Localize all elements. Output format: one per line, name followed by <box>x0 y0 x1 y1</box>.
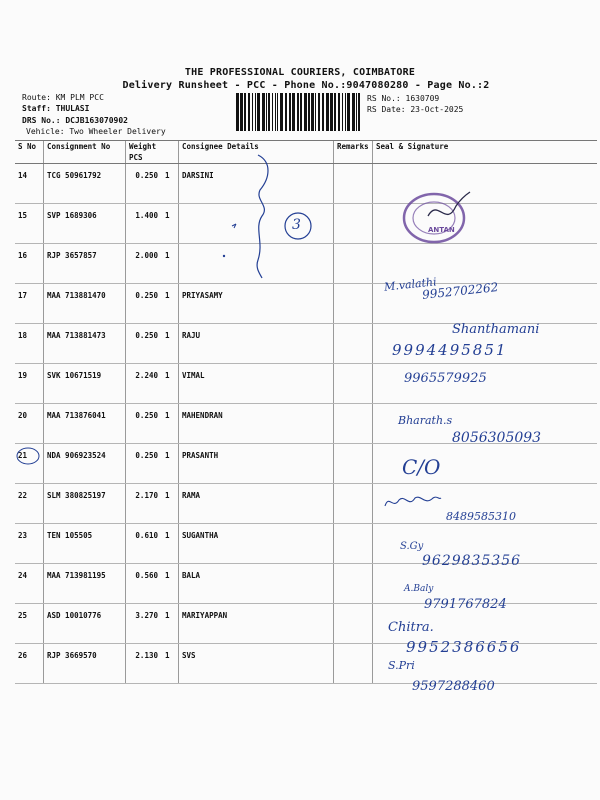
cell-consignment: ASD 10010776 <box>44 604 126 644</box>
cell-weight: 0.250 <box>126 324 163 364</box>
cell-consignment: SVP 1689306 <box>44 204 126 244</box>
cell-remarks <box>334 324 373 364</box>
cell-weight: 0.250 <box>126 404 163 444</box>
cell-weight: 2.130 <box>126 644 163 684</box>
cell-sno: 15 <box>15 204 44 244</box>
col-consignment: Consignment No <box>44 141 126 164</box>
cell-weight: 1.400 <box>126 204 163 244</box>
row26-sign-name: S.Pri <box>388 659 415 672</box>
cell-pcs: 1 <box>162 244 179 284</box>
table-row <box>15 564 597 604</box>
row25-sign-phone: 9952386656 <box>406 638 522 656</box>
bracket-note: 3 <box>292 217 301 233</box>
cell-remarks <box>334 164 373 204</box>
cell-weight: 0.250 <box>126 164 163 204</box>
svg-text:ANTAN: ANTAN <box>428 226 455 234</box>
cell-consignee: PRIYASAMY <box>179 284 334 324</box>
cell-consignment: NDA 906923524 <box>44 444 126 484</box>
row26-sign-phone: 9597288460 <box>412 679 495 694</box>
row17-sign-phone: 9952702262 <box>421 280 499 302</box>
cell-consignee: PRASANTH <box>179 444 334 484</box>
cell-consignee: SVS <box>179 644 334 684</box>
cell-weight: 0.250 <box>126 444 163 484</box>
cell-consignee: RAJU <box>179 324 334 364</box>
delivery-table <box>15 140 597 684</box>
cell-weight: 3.270 <box>126 604 163 644</box>
cell-sno: 23 <box>15 524 44 564</box>
cell-pcs: 1 <box>162 404 179 444</box>
cell-remarks <box>334 404 373 444</box>
col-sno: S No <box>15 141 44 164</box>
cell-remarks <box>334 604 373 644</box>
table-header <box>15 141 597 164</box>
row24-sign-phone: 9791767824 <box>424 597 507 612</box>
cell-sno: 20 <box>15 404 44 444</box>
col-consignee: Consignee Details <box>179 141 334 164</box>
table-row <box>15 444 597 484</box>
table-row <box>15 164 597 204</box>
cell-consignee: DARSINI <box>179 164 334 204</box>
cell-pcs: 1 <box>162 324 179 364</box>
cell-sno: 14 <box>15 164 44 204</box>
cell-consignee: MARIYAPPAN <box>179 604 334 644</box>
company-title: THE PROFESSIONAL COURIERS, COIMBATORE <box>184 67 416 78</box>
cell-weight: 0.610 <box>126 524 163 564</box>
row18-sign-name: Shanthamani <box>452 322 540 337</box>
cell-remarks <box>334 284 373 324</box>
col-remarks: Remarks <box>334 141 373 164</box>
col-signature: Seal & Signature <box>373 141 598 164</box>
cell-consignment: MAA 713881473 <box>44 324 126 364</box>
cell-sno: 19 <box>15 364 44 404</box>
cell-consignee: SUGANTHA <box>179 524 334 564</box>
stamp-seal <box>398 188 472 246</box>
row23-sign-name: S.Gy <box>400 541 424 552</box>
staff-label: Staff: THULASI <box>22 104 90 113</box>
cell-consignee: MAHENDRAN <box>179 404 334 444</box>
cell-consignee <box>179 204 334 244</box>
row17-sign-name: M.valathi <box>383 275 438 294</box>
cell-pcs: 1 <box>162 524 179 564</box>
cell-sno: 25 <box>15 604 44 644</box>
cell-pcs: 1 <box>162 444 179 484</box>
cell-weight: 2.170 <box>126 484 163 524</box>
cell-weight: 0.250 <box>126 284 163 324</box>
cell-consignment: MAA 713981195 <box>44 564 126 604</box>
rs-no-label: RS No.: 1630709 <box>367 94 440 103</box>
row24-sign-name: A.Baly <box>404 584 434 594</box>
cell-weight: 2.000 <box>126 244 163 284</box>
cell-consignment: TCG 50961792 <box>44 164 126 204</box>
rs-date-label: RS Date: 23-Oct-2025 <box>367 105 464 114</box>
row21-sign-note: C/O <box>402 455 441 479</box>
cell-sno: 22 <box>15 484 44 524</box>
cell-sno: 18 <box>15 324 44 364</box>
cell-consignee: VIMAL <box>179 364 334 404</box>
cell-sno: 16 <box>15 244 44 284</box>
cell-remarks <box>334 564 373 604</box>
runsheet-title: Delivery Runsheet - PCC - Phone No.:9047080280 - Page No.:2 <box>122 80 490 91</box>
row25-sign-name: Chitra. <box>388 620 434 635</box>
cell-sno: 17 <box>15 284 44 324</box>
col-pcs <box>162 141 179 164</box>
cell-pcs: 1 <box>162 604 179 644</box>
cell-consignment: RJP 3669570 <box>44 644 126 684</box>
cell-pcs: 1 <box>162 484 179 524</box>
route-label: Route: KM PLM PCC <box>22 93 104 102</box>
cell-remarks <box>334 204 373 244</box>
col-weight: Weight PCS <box>126 141 163 164</box>
row20-sign-name: Bharath.s <box>398 414 453 427</box>
cell-pcs: 1 <box>162 644 179 684</box>
cell-weight: 0.560 <box>126 564 163 604</box>
row23-sign-phone: 9629835356 <box>422 553 522 569</box>
table-row <box>15 204 597 244</box>
cell-pcs: 1 <box>162 564 179 604</box>
cell-pcs: 1 <box>162 164 179 204</box>
cell-sno: 21 <box>15 444 44 484</box>
cell-pcs: 1 <box>162 204 179 244</box>
cell-sno: 26 <box>15 644 44 684</box>
cell-consignment: MAA 713881470 <box>44 284 126 324</box>
table-row <box>15 284 597 324</box>
cell-weight: 2.240 <box>126 364 163 404</box>
cell-remarks <box>334 364 373 404</box>
cell-remarks <box>334 444 373 484</box>
vehicle-label: Vehicle: Two Wheeler Delivery <box>26 127 166 136</box>
cell-consignee: RAMA <box>179 484 334 524</box>
cell-consignment: SLM 380825197 <box>44 484 126 524</box>
row20-sign-phone: 8056305093 <box>452 430 542 446</box>
cell-remarks <box>334 644 373 684</box>
cell-pcs: 1 <box>162 284 179 324</box>
barcode <box>236 93 364 131</box>
cell-remarks <box>334 484 373 524</box>
cell-consignment: TEN 105505 <box>44 524 126 564</box>
row18-sign-phone: 9994495851 <box>392 341 508 359</box>
cell-consignment: RJP 3657857 <box>44 244 126 284</box>
cell-consignee: BALA <box>179 564 334 604</box>
table-row <box>15 244 597 284</box>
row19-sign-phone: 9965579925 <box>404 371 487 386</box>
cell-consignment: MAA 713876041 <box>44 404 126 444</box>
row22-sign-phone: 8489585310 <box>446 510 516 523</box>
cell-pcs: 1 <box>162 364 179 404</box>
cell-consignment: SVK 10671519 <box>44 364 126 404</box>
cell-consignee <box>179 244 334 284</box>
cell-remarks <box>334 524 373 564</box>
cell-remarks <box>334 244 373 284</box>
drs-label: DRS No.: DCJB163070902 <box>22 116 128 125</box>
cell-sno: 24 <box>15 564 44 604</box>
table-row <box>15 364 597 404</box>
